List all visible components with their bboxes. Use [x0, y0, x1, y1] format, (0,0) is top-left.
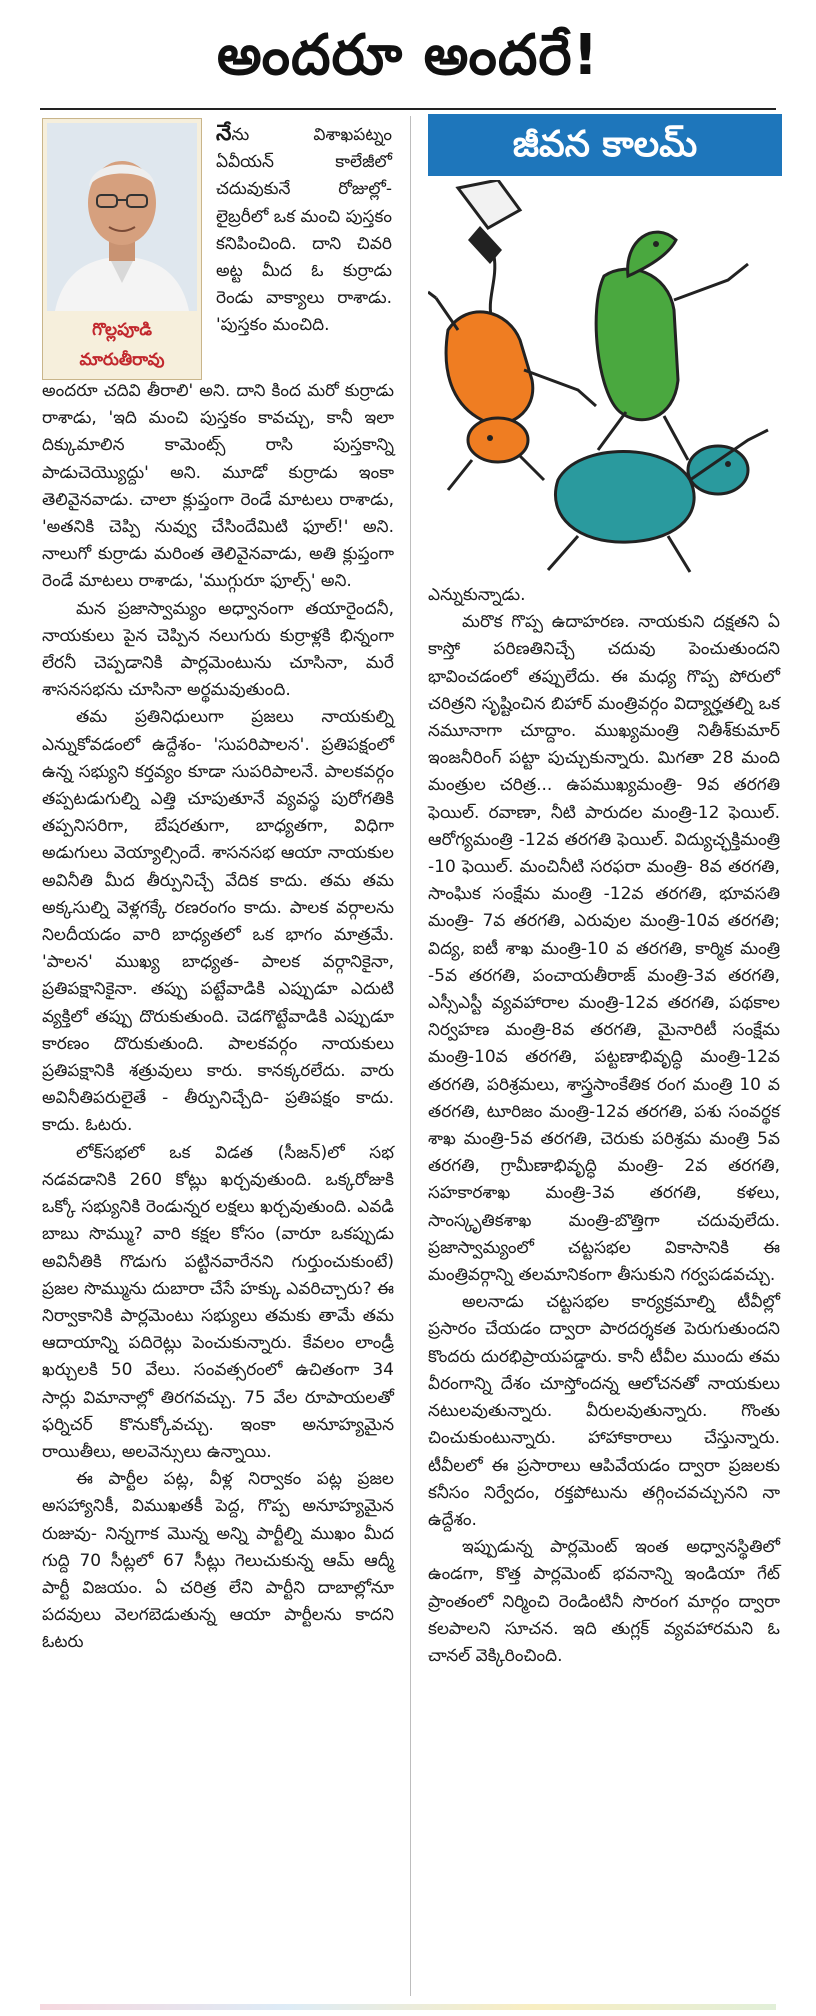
column-banner: జీవన కాలమ్ — [428, 114, 782, 176]
headline: అందరూ అందరే! — [216, 23, 600, 88]
author-caption — [43, 315, 201, 375]
paragraph-6: మరొక గొప్ప ఉదాహరణ. నాయకుని దక్షతని ఏ కాస్తో పరిణతినిచ్చే చదువు పెంచుతుందని భావించడంలో తప్పులేదు. ఈ మధ్య గొప్ప పోరులో చరిత్రని సృష్టించిన బిహార్ మంత్రివర్గం విద్యార్హతల్ని ఒక నమూనాగా చూద్దాం. ముఖ్యమంత్రి నితీశ్‌కుమార్ ఇంజనీరింగ్ పట్టా పుచ్చుకున్నారు. మిగతా 28 మంది మంత్రుల చరిత్ర... ఉపముఖ్యమంత్రి- 9వ తరగతి ఫెయిల్. రవాణా, నీటి పారుదల మంత్రి-12 ఫెయిల్. ఆరోగ్యమంత్రి -12వ తరగతి ఫెయిల్. విద్యుచ్ఛక్తిమంత్రి -10 ఫెయిల్. మంచినీటి సరఫరా మంత్రి- 8వ తరగతి, సాంఘిక సంక్షేమ మంత్రి -12వ తరగతి, భూవసతి మంత్రి- 7వ తరగతి, ఎరువుల మంత్రి-10వ తరగతి; విద్య, ఐటీ శాఖ మంత్రి-10 వ తరగతి, కార్మిక మంత్రి -5వ తరగతి, పంచాయతీరాజ్ మంత్రి-3వ తరగతి, ఎస్సీఎస్టీ వ్యవహారాల మంత్రి-12వ తరగతి, పథకాల నిర్వహణ మంత్రి-8వ తరగతి, మైనారిటీ సంక్షేమ మంత్రి-10వ తరగతి, పట్టణాభివృద్ధి మంత్రి-12వ తరగతి, పరిశ్రమలు, శాస్త్రసాంకేతిక రంగ మంత్రి 10 వ తరగతి, టూరిజం మంత్రి-12వ తరగతి, పశు సంవర్థక శాఖ మంత్రి-5వ తరగతి, చెరుకు పరిశ్రమ మంత్రి 5వ తరగతి, గ్రామీణాభివృద్ధి మంత్రి- 2వ తరగతి, సహకారశాఖ మంత్రి-3వ తరగతి, కళలు, సాంస్కృతికశాఖ మంత్రి-బొత్తిగా చదువులేదు. ప్రజాస్వామ్యంలో చట్టసభల వికాసానికి ఈ మంత్రివర్గాన్ని తలమానికంగా తీసుకుని గర్వపడవచ్చు. — [428, 612, 780, 1286]
column-divider — [410, 116, 411, 1996]
author-box — [42, 118, 202, 380]
author-photo — [47, 123, 197, 311]
orange-figure-icon — [428, 292, 596, 490]
paragraph-7: అలనాడు చట్టసభల కార్యక్రమాల్ని టీవీల్లో ప్రసారం చేయడం ద్వారా పారదర్శకత పెరుగుతుందని కొందరు దురభిప్రాయపడ్డారు. కానీ టీవీల ముందు తమ వీరంగాన్ని దేశం చూస్తోందన్న ఆలోచనతో నాయకులు నటులవుతున్నారు. వీరులవుతున్నారు. గొంతు చించుకుంటున్నారు. హాహాకారాలు చేస్తున్నారు. టీవీలలో ఈ ప్రసారాలు ఆపివేయడం ద్వారా ప్రజలకు కనీసం నిర్వేదం, రక్తపోటును తగ్గించవచ్చునని నా ఉద్దేశం. — [428, 1292, 780, 1530]
paragraph-5: ఈ పార్టీల పట్ల, వీళ్ల నిర్వాకం పట్ల ప్రజల అసహ్యానికీ, విముఖతకీ పెద్ద, గొప్ప అనూహ్యమైన రుజువు- నిన్నగాక మొన్న అన్ని పార్టీల్ని ముఖం మీద గుద్ది 70 సీట్లలో 67 సీట్లు గెలుచుకున్న ఆమ్ ఆద్మీ పార్టీ విజయం. ఏ చరిత్ర లేని పార్టీని దాబాల్లోనూ పదవులు వెలగబెడుతున్న ఆయా పార్టీలను కాదని ఓటరు — [42, 1469, 394, 1653]
intro-text: ను విశాఖపట్నం ఏవీయన్ కాలేజీలో చదువుకునే రోజుల్లో- లైబ్రరీలో ఒక మంచి పుస్తకం కనిపించింది. దాని చివరి అట్ట మీద ఓ కుర్రాడు రెండు వాక్యాలు రాశాడు. 'పుస్తకం మంచిది. — [216, 125, 392, 336]
author-name-line1: గొల్లపూడి — [92, 320, 152, 340]
article-column-left — [42, 378, 394, 1657]
intro-continued: అందరూ చదివి తీరాలి' అని. దాని కింద మరో కుర్రాడు రాశాడు, 'ఇది మంచి పుస్తకం కావచ్చు, కానీ ఇలా దిక్కుమాలిన కామెంట్స్ రాసి పుస్తకాన్ని పాడుచెయ్యొద్దు' అని. మూడో కుర్రాడు ఇంకా తెలివైనవాడు. చాలా క్లుప్తంగా రెండే మాటలు రాశాడు, 'అతనికి చెప్పి నువ్వు చేసిందేమిటి ఫూల్!' అని. నాలుగో కుర్రాడు మరింత తెలివైనవాడు, అతి క్లుప్తంగా రెండే మాటలు రాశాడు, 'ముగ్గురూ ఫూల్స్' అని. — [42, 381, 394, 592]
paragraph-2: మన ప్రజాస్వామ్యం అధ్వానంగా తయారైందనీ, నాయకులు పైన చెప్పిన నలుగురు కుర్రాళ్లకి భిన్నంగా లేరనీ చెప్పడానికి పార్లమెంటును చూసినా, మరే శాసనసభను చూసినా అర్థమవుతుంది. — [42, 598, 394, 701]
author-name-line2: మారుతీరావు — [79, 350, 165, 370]
article-column-right — [428, 582, 780, 1670]
article-column-intro — [216, 120, 392, 340]
headline-rule — [40, 108, 776, 110]
gloved-hand-icon — [458, 180, 520, 320]
cartoon-illustration — [428, 180, 782, 580]
paragraph-4: లోక్‌సభలో ఒక విడత (సీజన్)లో సభ నడవడానికి 260 కోట్లు ఖర్చవుతుంది. ఒక్కరోజుకి ఒక్కో సభ్యునికి రెండున్నర లక్షలు ఖర్చవుతుంది. ఎవడి బాబు సొమ్ము? వారి కక్షల కోసం (వారూ ఒకప్పుడు అవినీతికి గొడుగు పట్టినవారేనని గుర్తుంచుకుంటే) ప్రజల సొమ్మును దుబారా చేసే హక్కు ఎవరిచ్చారు? ఈ నిర్వాకానికి పార్లమెంటు సభ్యులు తమకు తామే తమ ఆదాయాన్ని పదిరెట్లు పెంచుకున్నారు. కేవలం లాండ్రీ ఖర్చులకి 50 వేలు. సంవత్సరంలో ఉచితంగా 34 సార్లు విమానాల్లో తిరగవచ్చు. 75 వేల రూపాయలతో ఫర్నిచర్ కొనుక్కోవచ్చు. ఇంకా అనూహ్యమైన రాయితీలు, అలవెన్సులు ఉన్నాయి. — [42, 1142, 394, 1462]
green-figure-icon — [596, 232, 748, 460]
paragraph-8: ఇప్పుడున్న పార్లమెంట్ ఇంత అధ్వానస్థితిలో ఉండగా, కొత్త పార్లమెంట్ భవనాన్ని ఇండియా గేట్ ప్రాంతంలో నిర్మించి రెండింటినీ సొరంగ మార్గం ద్వారా కలపాలని సూచన. ఇది తుగ్లక్ వ్యవహారమని ఓ చానల్ వెక్కిరించింది. — [428, 1537, 780, 1666]
paragraph-3: తమ ప్రతినిధులుగా ప్రజలు నాయకుల్ని ఎన్నుకోవడంలో ఉద్దేశం- 'సుపరిపాలన'. ప్రతిపక్షంలో ఉన్న సభ్యుని కర్తవ్యం కూడా సుపరిపాలనే. పాలకవర్గం తప్పటడుగుల్ని ఎత్తి చూపుతూనే వ్యవస్థ పురోగతికి తప్పనిసరిగా, బేషరతుగా, బాధ్యతగా, విధిగా అడుగులు వెయ్యాల్సిందే. శాసనసభ ఆయా నాయకుల అవినీతి మీద తీర్పునిచ్చే వేదిక కాదు. తమ తమ అక్కసుల్ని వెళ్లగక్కే రణరంగం కాదు. పాలక వర్గాలను నిలదీయడం వారి బాధ్యతలో ఒక భాగం మాత్రమే. 'పాలన' ముఖ్య బాధ్యత- పాలక వర్గానికైనా, ప్రతిపక్షానికైనా. తప్పు పట్టేవాడికి ఎప్పుడూ ఎదుటి వ్యక్తిలో తప్పు దొరుకుతుంది. చెడగొట్టేవాడికి ఎప్పుడూ కారణం దొరుకుతుంది. పాలకవర్గం నాయకులు ప్రతిపక్షానికి శత్రువులు కారు. కానక్కరలేదు. వారు అవినీతిపరులైతే - తీర్పునిచ్చేది- ప్రతిపక్షం కాదు. కాదు. ఓటరు. — [42, 707, 394, 1136]
bottom-color-strip — [40, 2004, 776, 2010]
drop-cap: నే — [216, 121, 232, 146]
paragraph-5-continued: ఎన్నుకున్నాడు. — [428, 585, 526, 605]
teal-figure-icon — [548, 430, 768, 572]
